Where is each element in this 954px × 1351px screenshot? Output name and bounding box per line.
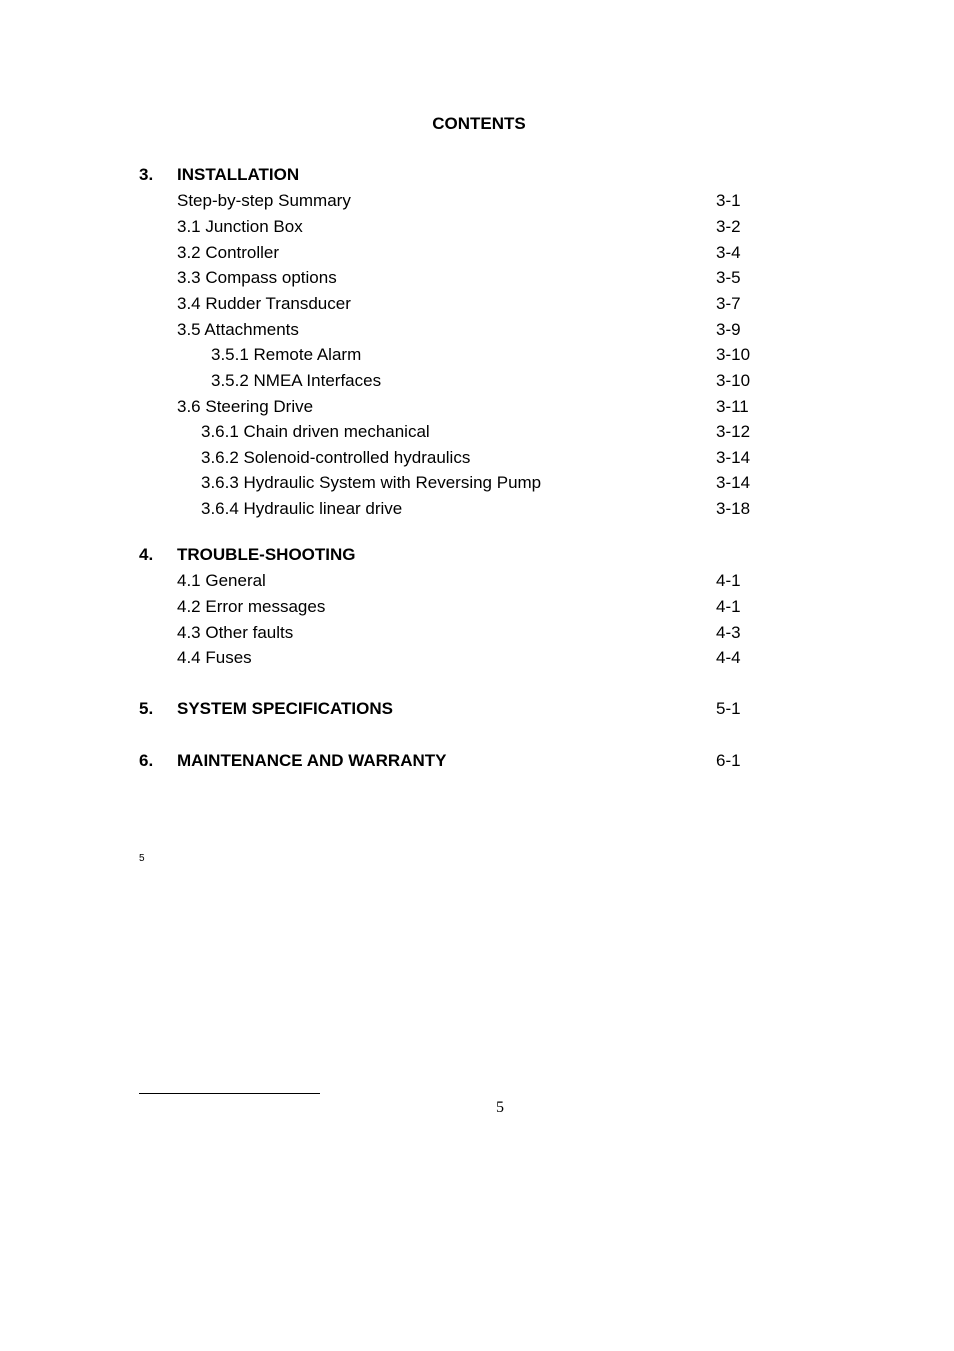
entry-label: 3.5 Attachments (177, 320, 299, 339)
toc-section-heading[interactable] (139, 164, 839, 186)
toc-entry[interactable] (139, 596, 839, 618)
toc-entry[interactable] (139, 447, 839, 469)
toc-entry[interactable] (139, 319, 839, 341)
toc-entry[interactable] (139, 396, 839, 418)
entry-page: 3-7 (716, 294, 741, 313)
entry-label: 3.3 Compass options (177, 268, 337, 287)
entry-label: 3.1 Junction Box (177, 217, 303, 236)
entry-page: 3-4 (716, 243, 741, 262)
entry-page: 3-12 (716, 422, 751, 441)
toc-entry[interactable] (139, 472, 839, 494)
toc-entry[interactable] (139, 622, 839, 644)
toc-entry[interactable] (139, 293, 839, 315)
entry-page: 4-4 (716, 648, 741, 667)
entry-label: 3.6.1 Chain driven mechanical (201, 422, 430, 441)
entry-label: 3.6 Steering Drive (177, 397, 314, 416)
entry-label: 3.5.2 NMEA Interfaces (211, 371, 382, 390)
page-title: CONTENTS (432, 114, 526, 133)
entry-label: 3.6.2 Solenoid-controlled hydraulics (201, 448, 471, 467)
entry-page: 3-14 (716, 473, 751, 492)
entry-page: 4-3 (716, 623, 741, 642)
page-number: 5 (496, 1099, 504, 1116)
entry-page: 3-14 (716, 448, 751, 467)
entry-label: 4.1 General (177, 571, 266, 590)
toc-entry[interactable] (139, 344, 839, 366)
section-number: 5. (139, 699, 154, 718)
toc-entry[interactable] (139, 242, 839, 264)
entry-page: 3-1 (716, 191, 741, 210)
entry-page: 4-1 (716, 571, 741, 590)
entry-label: 4.4 Fuses (177, 648, 252, 667)
toc-entry[interactable] (139, 370, 839, 392)
entry-page: 3-18 (716, 499, 751, 518)
section-title: SYSTEM SPECIFICATIONS (177, 699, 393, 718)
footnote-mark: 5 (139, 853, 145, 864)
entry-label: 4.3 Other faults (177, 623, 294, 642)
section-title: INSTALLATION (177, 165, 300, 184)
section-number: 4. (139, 545, 154, 564)
entry-label: 4.2 Error messages (177, 597, 326, 616)
entry-page: 3-11 (716, 397, 749, 416)
entry-page: 4-1 (716, 597, 741, 616)
toc-section-heading[interactable] (139, 750, 839, 772)
section-number: 6. (139, 751, 154, 770)
toc-entry[interactable] (139, 421, 839, 443)
entry-label: 3.4 Rudder Transducer (177, 294, 351, 313)
entry-page: 3-9 (716, 320, 741, 339)
entry-label: 3.6.3 Hydraulic System with Reversing Pump (201, 473, 542, 492)
entry-label: Step-by-step Summary (177, 191, 351, 210)
section-page: 6-1 (716, 751, 741, 770)
section-title: TROUBLE-SHOOTING (177, 545, 356, 564)
entry-label: 3.2 Controller (177, 243, 280, 262)
section-number: 3. (139, 165, 154, 184)
entry-page: 3-10 (716, 345, 751, 364)
toc-entry[interactable] (139, 216, 839, 238)
entry-page: 3-10 (716, 371, 751, 390)
section-title: MAINTENANCE AND WARRANTY (177, 751, 447, 770)
toc-entry[interactable] (139, 570, 839, 592)
toc-section-heading[interactable] (139, 544, 839, 566)
entry-page: 3-5 (716, 268, 741, 287)
entry-label: 3.6.4 Hydraulic linear drive (201, 499, 403, 518)
toc-section-heading[interactable] (139, 698, 839, 720)
entry-label: 3.5.1 Remote Alarm (211, 345, 362, 364)
toc-entry[interactable] (139, 267, 839, 289)
toc-entry[interactable] (139, 498, 839, 520)
toc-entry[interactable] (139, 190, 839, 212)
footnote-divider (139, 1093, 320, 1094)
entry-page: 3-2 (716, 217, 741, 236)
toc-entry[interactable] (139, 647, 839, 669)
section-page: 5-1 (716, 699, 741, 718)
